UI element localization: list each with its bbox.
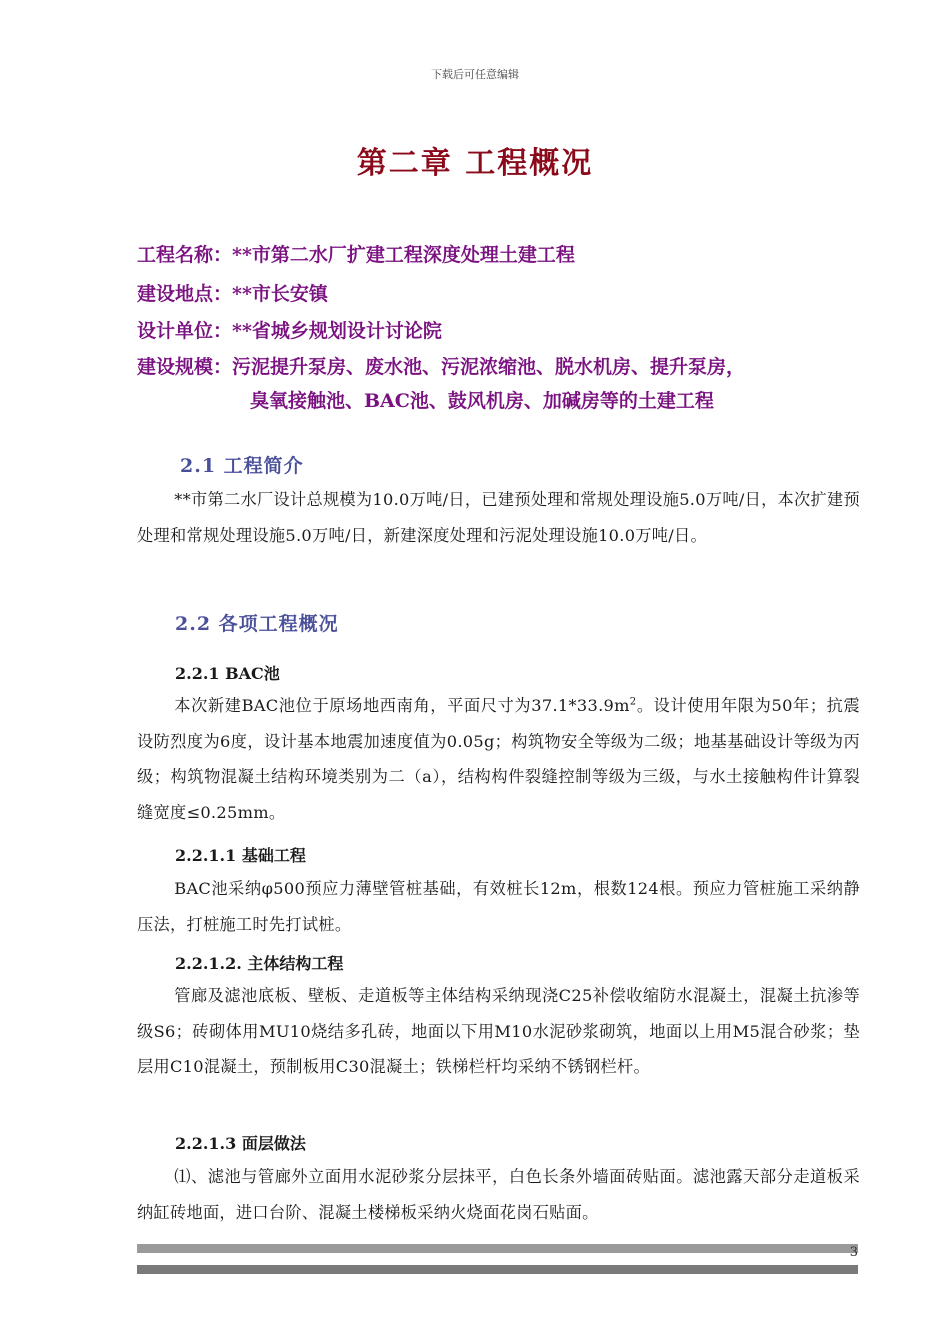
section-heading-2-2-1-3: 2.2.1.3 面层做法 [175, 1134, 306, 1153]
info-designer [137, 316, 442, 343]
info-value: **市长安镇 [232, 283, 328, 305]
paragraph-text: 本次新建BAC池位于原场地西南角，平面尺寸为37.1*33.9m [174, 696, 630, 715]
page-header: 下载后可任意编辑 [431, 68, 519, 81]
info-label: 工程名称： [137, 244, 233, 266]
paragraph-2-2-1-3: ⑴、滤池与管廊外立面用水泥砂浆分层抹平，白色长条外墙面砖贴面。滤池露天部分走道板采纳缸砖地面，进口台阶、混凝土楼梯板采纳火烧面花岗石贴面。 [137, 1167, 860, 1222]
footer-rule-bottom [137, 1265, 858, 1274]
info-location [137, 279, 328, 306]
info-value: **市第二水厂扩建工程深度处理土建工程 [232, 244, 575, 266]
superscript: 2 [629, 696, 637, 708]
paragraph-2-2-1 [137, 688, 860, 830]
info-value: **省城乡规划设计讨论院 [232, 320, 442, 342]
section-heading-2-2: 2.2 各项工程概况 [175, 613, 339, 635]
info-project-name [137, 240, 575, 267]
info-scale-continued: 臭氧接触池、BAC池、鼓风机房、加碱房等的土建工程 [250, 390, 714, 412]
paragraph-text: 。设计使用年限为50年；抗震设防烈度为6度，设计基本地震加速度值为0.05g；构筑物安全等级为二级；地基基础设计等级为丙级；构筑物混凝土结构环境类别为二（a），结构构件裂缝控制等级为三级，与水土接触构件计算裂缝宽度≤0.25mm。 [137, 696, 860, 822]
section-heading-2-2-1-2: 2.2.1.2. 主体结构工程 [175, 954, 344, 973]
section-heading-2-2-1: 2.2.1 BAC池 [175, 664, 280, 683]
paragraph-2-2-1-2: 管廊及滤池底板、壁板、走道板等主体结构采纳现浇C25补偿收缩防水混凝土，混凝土抗渗等级S6；砖砌体用MU10烧结多孔砖，地面以下用M10水泥砂浆砌筑，地面以上用M5混合砂浆；垫层用C10混凝土，预制板用C30混凝土；铁梯栏杆均采纳不锈钢栏杆。 [137, 986, 860, 1076]
paragraph-2-2-1-1: BAC池采纳φ500预应力薄壁管桩基础，有效桩长12m，根数124根。预应力管桩施工采纳静压法，打桩施工时先打试桩。 [137, 879, 860, 934]
info-label: 建设地点： [137, 283, 233, 305]
section-heading-2-1: 2.1 工程简介 [180, 455, 304, 477]
page-number: 3 [849, 1245, 858, 1260]
section-heading-2-2-1-1: 2.2.1.1 基础工程 [175, 846, 306, 865]
footer-rule-top [137, 1244, 858, 1253]
info-label: 设计单位： [137, 320, 233, 342]
info-label: 建设规模： [137, 356, 233, 378]
paragraph-2-1: **市第二水厂设计总规模为10.0万吨/日，已建预处理和常规处理设施5.0万吨/日，本次扩建预处理和常规处理设施5.0万吨/日，新建深度处理和污泥处理设施10.0万吨/日。 [137, 490, 860, 545]
info-value: 污泥提升泵房、废水池、污泥浓缩池、脱水机房、提升泵房， [232, 356, 746, 378]
info-scale [137, 352, 745, 379]
chapter-title: 第二章 工程概况 [356, 146, 594, 181]
